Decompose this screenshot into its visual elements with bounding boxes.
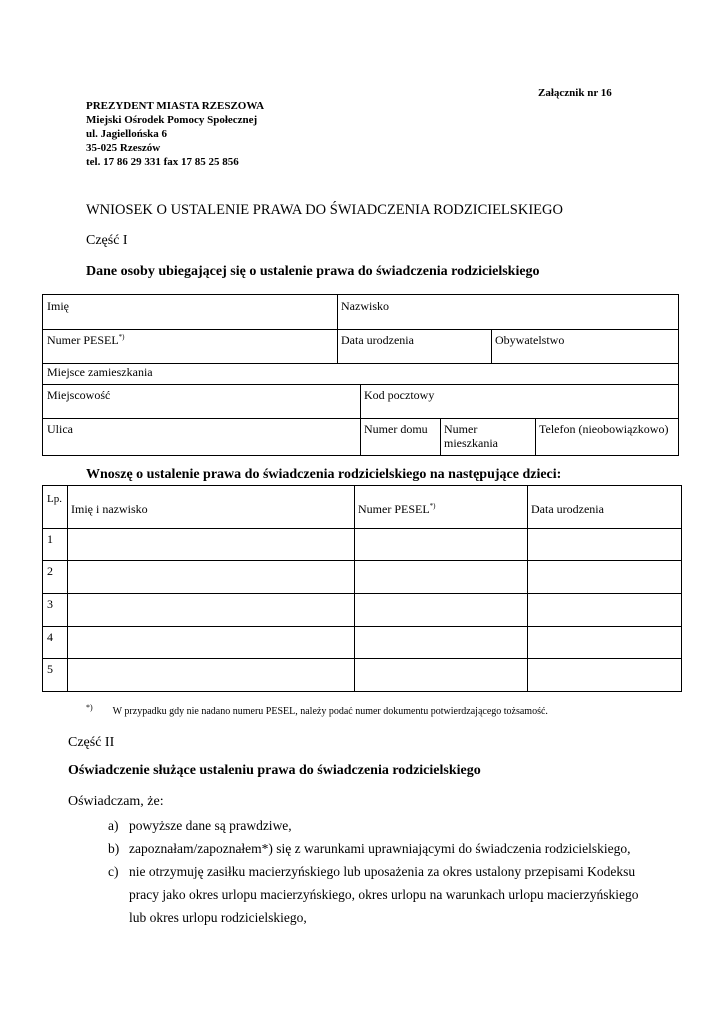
pesel-footnote [86, 703, 548, 717]
flat-number-field[interactable]: Numer mieszkania [444, 422, 498, 450]
pesel-footnote-mark: *) [118, 333, 125, 341]
part-1-heading: Część I [86, 233, 128, 248]
office-line-2: Miejski Ośrodek Pomocy Społecznej [86, 114, 258, 126]
annex-number: Załącznik nr 16 [538, 87, 612, 99]
statement-c-label: c) [108, 864, 119, 879]
statement-b-text: zapoznałam/zapoznałem*) się z warunkami uprawniającymi do świadczenia rodzicielskiego, [129, 841, 631, 856]
statement-a-text: powyższe dane są prawdziwe, [129, 818, 292, 833]
applicant-table [42, 294, 679, 456]
part-2-heading: Część II [68, 735, 115, 750]
residence-label: Miejsce zamieszkania [47, 365, 153, 379]
statement-b-label: b) [108, 841, 120, 856]
applicant-section-title: Dane osoby ubiegającej się o ustalenie prawa do świadczenia rodzicielskiego [86, 264, 540, 279]
children-section-title: Wnoszę o ustalenie prawa do świadczenia rodzicielskiego na następujące dzieci: [86, 467, 562, 482]
table-row: 4 [47, 630, 53, 644]
statement-c-continuation-2: lub okres urlopu rodzicielskiego, [129, 910, 307, 925]
table-row: 3 [47, 597, 53, 611]
office-line-5: tel. 17 86 29 331 fax 17 85 25 856 [86, 156, 239, 168]
last-name-field[interactable]: Nazwisko [341, 299, 389, 313]
child-pesel-footnote-mark: *) [429, 502, 436, 510]
office-header [86, 99, 264, 169]
child-pesel-header [354, 498, 436, 516]
table-row: 5 [47, 662, 53, 676]
birth-date-field[interactable]: Data urodzenia [341, 333, 414, 347]
citizenship-field[interactable]: Obywatelstwo [495, 333, 565, 347]
postal-code-field[interactable]: Kod pocztowy [364, 388, 435, 402]
statement-c-text: nie otrzymuję zasiłku macierzyńskiego lub uposażenia za okres ustalony przepisami Kodeksu [129, 864, 636, 879]
pesel-field[interactable] [43, 329, 125, 347]
lp-header: Lp. [47, 493, 62, 505]
document-title: WNIOSEK O USTALENIE PRAWA DO ŚWIADCZENIA RODZICIELSKIEGO [86, 202, 563, 218]
office-line-3: ul. Jagiellońska 6 [86, 128, 167, 140]
child-name-header: Imię i nazwisko [71, 502, 148, 516]
first-name-field[interactable]: Imię [47, 299, 69, 313]
house-number-field[interactable]: Numer domu [364, 422, 428, 436]
declaration-intro: Oświadczam, że: [68, 794, 164, 809]
table-row: 2 [47, 564, 53, 578]
town-field[interactable]: Miejscowość [47, 388, 111, 402]
table-row: 1 [47, 532, 53, 546]
street-field[interactable]: Ulica [47, 422, 73, 436]
office-line-1: PREZYDENT MIASTA RZESZOWA [86, 100, 265, 112]
footnote-mark: *) [86, 703, 93, 712]
office-line-4: 35-025 Rzeszów [86, 142, 161, 154]
children-table [42, 485, 682, 692]
statement-c-continuation-1: pracy jako okres urlopu macierzyńskiego, okres urlopu na warunkach urlopu macierzyńskiego [129, 887, 639, 902]
footnote-text: W przypadku gdy nie nadano numeru PESEL, należy podać numer dokumentu potwierdzającego tożsamość. [112, 706, 548, 717]
pesel-label: Numer PESEL [47, 333, 119, 347]
child-birth-date-header: Data urodzenia [531, 502, 604, 516]
child-pesel-label: Numer PESEL [358, 502, 430, 516]
statement-a-label: a) [108, 818, 119, 833]
declaration-section-title: Oświadczenie służące ustaleniu prawa do świadczenia rodzicielskiego [68, 763, 481, 778]
phone-field[interactable]: Telefon (nieobowiązkowo) [539, 422, 669, 436]
